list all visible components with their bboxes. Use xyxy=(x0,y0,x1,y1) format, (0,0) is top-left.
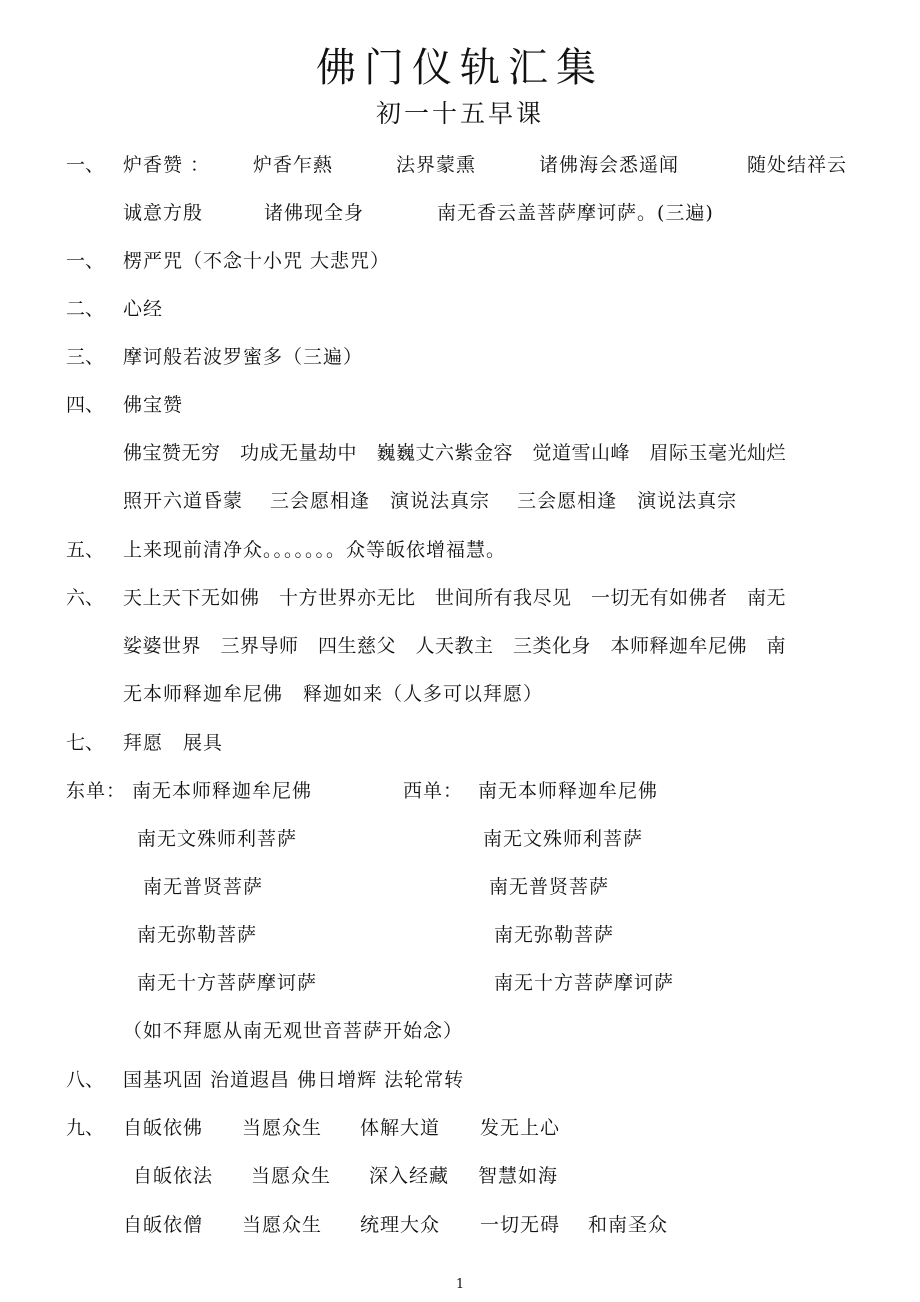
verse-line: 天上天下无如佛 十方世界亦无比 世间所有我尽见 一切无有如佛者 南无 xyxy=(123,587,787,609)
west-buddha-name: 南无弥勒菩萨 xyxy=(494,924,615,946)
item-text: 摩诃般若波罗蜜多（三遍） xyxy=(123,346,364,368)
refuge-phrase: 当愿众生 xyxy=(242,1117,323,1139)
refuge-phrase: 统理大众 xyxy=(360,1214,441,1236)
refuge-phrase: 当愿众生 xyxy=(242,1214,323,1236)
verse-phrase: 诸佛现全身 xyxy=(264,202,365,224)
item-text: 心经 xyxy=(123,298,164,320)
east-buddha-name: 南无十方菩萨摩诃萨 xyxy=(137,972,318,994)
note-text: （如不拜愿从南无观世音菩萨开始念） xyxy=(123,1020,464,1042)
west-buddha-name: 南无普贤菩萨 xyxy=(489,876,610,898)
verse-phrase: 诚意方殷 xyxy=(123,202,204,224)
item-text: 佛宝赞 xyxy=(123,394,184,416)
verse-phrase: 随处结祥云 xyxy=(747,154,848,176)
item-number: 九、 xyxy=(66,1117,105,1139)
refuge-phrase: 自皈依僧 xyxy=(123,1214,204,1236)
item-number: 五、 xyxy=(66,539,105,561)
verse-line: 娑婆世界 三界导师 四生慈父 人天教主 三类化身 本师释迦牟尼佛 南 xyxy=(123,635,787,657)
item-number: 二、 xyxy=(66,298,105,320)
refuge-phrase: 一切无碍 xyxy=(480,1214,561,1236)
verse-line: 照开六道昏蒙 三会愿相逢 演说法真宗 三会愿相逢 演说法真宗 xyxy=(123,490,738,512)
refuge-phrase: 和南圣众 xyxy=(588,1214,669,1236)
item-number: 一、 xyxy=(66,154,105,176)
item-label: 炉香赞 ： xyxy=(123,154,211,176)
item-number: 四、 xyxy=(66,394,105,416)
refuge-phrase: 体解大道 xyxy=(360,1117,441,1139)
verse-line: 无本师释迦牟尼佛 释迦如来（人多可以拜愿） xyxy=(123,683,544,705)
west-label: 西单： xyxy=(403,780,464,802)
document-subtitle: 初一十五早课 xyxy=(375,99,544,128)
refuge-phrase: 自皈依佛 xyxy=(123,1117,204,1139)
item-text: 国基巩固 治道遐昌 佛日增辉 法轮常转 xyxy=(123,1069,465,1091)
refuge-phrase: 发无上心 xyxy=(480,1117,561,1139)
verse-phrase: 炉香乍爇 xyxy=(253,154,334,176)
west-buddha-name: 南无十方菩萨摩诃萨 xyxy=(494,972,675,994)
refuge-phrase: 自皈依法 xyxy=(133,1165,214,1187)
document-title: 佛门仪轨汇集 xyxy=(316,45,604,91)
refuge-phrase: 智慧如海 xyxy=(478,1165,559,1187)
verse-phrase: 诸佛海会悉遥闻 xyxy=(539,154,680,176)
item-text: 拜愿 展具 xyxy=(123,732,224,754)
west-buddha-name: 南无本师释迦牟尼佛 xyxy=(478,780,659,802)
item-number: 一、 xyxy=(66,250,105,272)
verse-line: 佛宝赞无穷 功成无量劫中 巍巍丈六紫金容 觉道雪山峰 眉际玉毫光灿烂 xyxy=(123,442,787,464)
east-buddha-name: 南无普贤菩萨 xyxy=(143,876,264,898)
item-number: 三、 xyxy=(66,346,105,368)
item-text: 楞严咒（不念十小咒 大悲咒） xyxy=(123,250,391,272)
item-number: 六、 xyxy=(66,587,105,609)
page-number: 1 xyxy=(455,1277,465,1292)
east-buddha-name: 南无文殊师利菩萨 xyxy=(137,828,298,850)
item-text: 上来现前清净众。。。。。。。众等皈依增福慧。 xyxy=(123,539,507,561)
refuge-phrase: 当愿众生 xyxy=(251,1165,332,1187)
east-buddha-name: 南无本师释迦牟尼佛 xyxy=(132,780,313,802)
east-buddha-name: 南无弥勒菩萨 xyxy=(137,924,258,946)
refuge-phrase: 深入经藏 xyxy=(369,1165,450,1187)
west-buddha-name: 南无文殊师利菩萨 xyxy=(483,828,644,850)
east-label: 东单： xyxy=(66,780,127,802)
item-number: 七、 xyxy=(66,732,105,754)
verse-phrase: 法界蒙熏 xyxy=(396,154,477,176)
item-number: 八、 xyxy=(66,1069,105,1091)
verse-phrase: 南无香云盖菩萨摩诃萨。(三遍) xyxy=(437,202,714,224)
